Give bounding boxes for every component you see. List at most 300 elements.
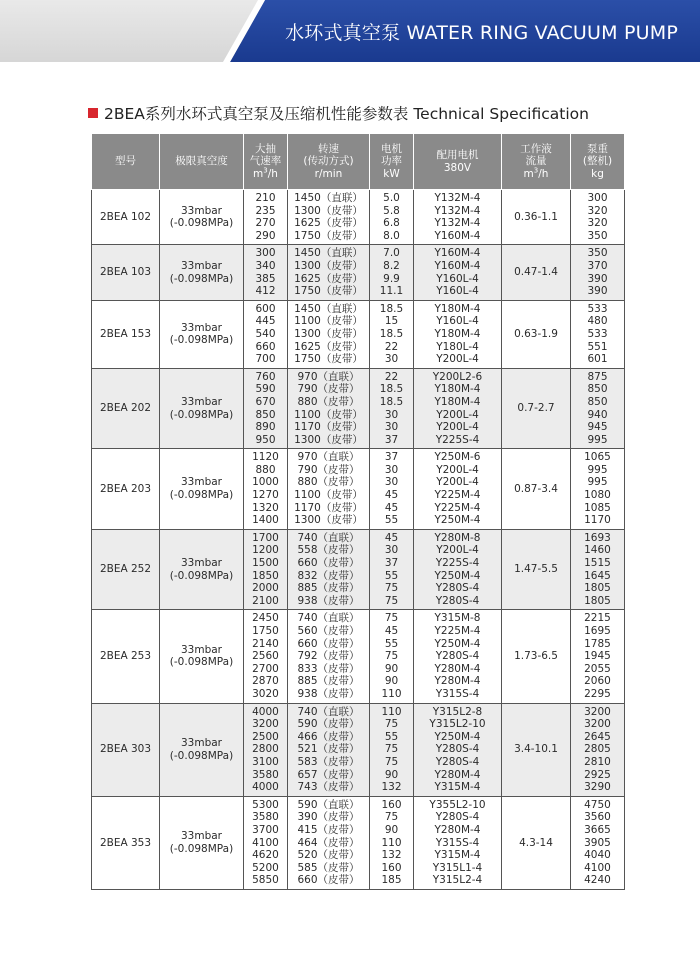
cell-speed-line: 560（皮带） [297,625,360,637]
cell-motor-line: Y225M-4 [434,489,481,502]
cell-weight-line: 1170 [584,514,611,527]
table-row [92,245,625,300]
cell-capacity-line: 385 [255,272,276,285]
cell-speed-line: 1170（皮带） [294,501,363,514]
cell-model: 2BEA 103 [92,245,160,300]
cell-speed-line: 558（皮带） [297,544,360,557]
cell-weight-line: 601 [587,353,608,366]
cell-capacity-line: 4000 [252,781,279,794]
cell-motor-line: Y250M-4 [434,637,481,650]
cell-capacity-line: 3580 [252,811,279,824]
cell-speed-line: 1750（皮带） [294,229,363,242]
cell-motor [414,300,502,368]
cell-vacuum-line: 33mbar [180,643,222,656]
cell-motor [414,796,502,889]
header-capacity: 大抽 气速率 $m^3/h$ [244,134,288,190]
cell-weight-line: 1785 [584,637,611,650]
cell-power-line: 8.2 [383,259,400,272]
cell-speed-line: 1300（皮带） [294,514,363,527]
cell-weight-line: 1065 [584,451,611,464]
cell-motor-line: Y280M-4 [434,823,481,836]
red-square-bullet-icon [88,108,98,118]
cell-speed-line: 660（皮带） [297,637,360,650]
cell-speed-line: 970（直联） [297,370,360,383]
cell-motor-line: Y280M-4 [434,768,481,781]
cell-weight-line: 995 [587,476,608,489]
cell-weight-line: 2925 [584,768,611,781]
cell-capacity-line: 2000 [252,582,279,595]
cell-vacuum [160,703,244,796]
cell-model: 2BEA 102 [92,190,160,245]
cell-capacity-line: 4000 [252,705,279,718]
cell-capacity-line: 235 [255,204,276,217]
cell-power-line: 132 [381,781,402,794]
cell-speed-line: 970（直联） [297,451,360,464]
cell-speed-line: 790（皮带） [297,463,360,476]
cell-motor-line: Y180L-4 [436,340,479,353]
banner-title: 水环式真空泵 WATER RING VACUUM PUMP [285,22,678,44]
cell-motor-line: Y280M-8 [434,531,481,544]
cell-weight [571,245,625,300]
cell-weight-line: 480 [587,315,608,328]
cell-capacity-line: 600 [255,302,276,315]
cell-vacuum [160,190,244,245]
cell-power-line: 110 [381,836,402,849]
cell-speed-line: 415（皮带） [297,823,360,836]
cell-motor-line: Y250M-4 [434,569,481,582]
cell-power-line: 37 [384,433,399,446]
cell-vacuum [160,368,244,449]
cell-flow: 0.36-1.1 [502,190,571,245]
cell-vacuum-line: (-0.098MPa) [169,749,234,762]
cell-power-line: 110 [381,687,402,700]
cell-motor-line: Y250M-4 [434,730,481,743]
table-row [92,529,625,610]
cell-motor-line: Y200L-4 [436,544,479,557]
cell-capacity [244,449,288,530]
cell-speed-line: 790（皮带） [297,383,360,396]
cell-capacity [244,368,288,449]
cell-weight-line: 1695 [584,625,611,637]
table-row [92,796,625,889]
cell-speed-line: 1100（皮带） [294,408,363,421]
cell-capacity-line: 270 [255,217,276,230]
cell-power-line: 6.8 [383,217,400,230]
cell-model: 2BEA 203 [92,449,160,530]
cell-power-line: 30 [384,421,399,434]
cell-motor-line: Y160M-4 [434,229,481,242]
cell-speed-line: 657（皮带） [297,768,360,781]
cell-capacity-line: 670 [255,395,276,408]
cell-weight-line: 3560 [584,811,611,824]
cell-capacity-line: 290 [255,229,276,242]
cell-weight-line: 2810 [584,755,611,768]
cell-motor-line: Y280S-4 [435,594,480,607]
cell-motor-line: Y280S-4 [435,811,480,824]
table-row [92,300,625,368]
cell-motor [414,529,502,610]
cell-vacuum-line: (-0.098MPa) [169,569,234,582]
cell-vacuum [160,610,244,703]
cell-speed-line: 740（直联） [297,612,360,625]
cell-speed-line: 740（直联） [297,531,360,544]
cell-power-line: 37 [384,451,399,464]
cell-capacity-line: 3020 [252,687,279,700]
cell-power [370,368,414,449]
cell-capacity-line: 5850 [252,874,279,887]
cell-speed-line: 1300（皮带） [294,259,363,272]
cell-weight-line: 370 [587,259,608,272]
cell-speed-line: 1750（皮带） [294,353,363,366]
header-weight: 泵重 (整机) kg [571,134,625,190]
cell-power-line: 9.9 [383,272,400,285]
cell-power-line: 75 [384,612,399,625]
cell-motor-line: Y280S-4 [435,650,480,663]
cell-power [370,449,414,530]
table-row [92,449,625,530]
cell-power-line: 160 [381,861,402,874]
cell-power-line: 30 [384,544,399,557]
cell-speed-line: 390（皮带） [297,811,360,824]
cell-motor [414,703,502,796]
cell-weight-line: 2805 [584,743,611,756]
cell-motor [414,449,502,530]
cell-power-line: 18.5 [379,327,404,340]
cell-capacity-line: 2450 [252,612,279,625]
cell-capacity-line: 1700 [252,531,279,544]
cell-power-line: 185 [381,874,402,887]
cell-power-line: 55 [384,637,399,650]
cell-weight-line: 1945 [584,650,611,663]
cell-motor-line: Y225M-4 [434,625,481,637]
cell-speed [288,190,370,245]
cell-motor-line: Y250M-6 [434,451,481,464]
cell-power-line: 30 [384,476,399,489]
cell-speed-line: 590（皮带） [297,718,360,731]
cell-power-line: 45 [384,625,399,637]
cell-capacity-line: 340 [255,259,276,272]
cell-speed-line: 1300（皮带） [294,204,363,217]
spec-table [91,133,625,890]
cell-motor-line: Y315M-4 [434,781,481,794]
cell-motor-line: Y225M-4 [434,501,481,514]
cell-vacuum-line: 33mbar [180,737,222,750]
cell-speed [288,610,370,703]
cell-power-line: 22 [384,370,399,383]
cell-capacity-line: 412 [255,285,276,298]
cell-motor-line: Y315S-4 [435,836,480,849]
cell-flow: 1.73-6.5 [502,610,571,703]
cell-vacuum-line: (-0.098MPa) [169,656,234,669]
cell-motor-line: Y200L-4 [436,408,479,421]
cell-weight-line: 1805 [584,594,611,607]
cell-motor-line: Y160M-4 [434,247,481,260]
cell-vacuum-line: 33mbar [180,259,222,272]
cell-model: 2BEA 252 [92,529,160,610]
cell-flow: 0.7-2.7 [502,368,571,449]
cell-speed-line: 466（皮带） [297,730,360,743]
cell-power-line: 55 [384,730,399,743]
cell-capacity-line: 1400 [252,514,279,527]
cell-speed-line: 1100（皮带） [294,315,363,328]
cell-speed [288,529,370,610]
cell-capacity-line: 540 [255,327,276,340]
cell-weight-line: 4240 [584,874,611,887]
cell-motor-line: Y280S-4 [435,582,480,595]
cell-weight-line: 320 [587,204,608,217]
cell-motor-line: Y280M-4 [434,662,481,675]
cell-speed-line: 1300（皮带） [294,433,363,446]
cell-weight-line: 300 [587,192,608,204]
cell-weight-line: 1645 [584,569,611,582]
cell-weight-line: 1693 [584,531,611,544]
cell-weight-line: 4100 [584,861,611,874]
cell-capacity-line: 445 [255,315,276,328]
header-speed: 转速 (传动方式) r/min [288,134,370,190]
cell-speed-line: 885（皮带） [297,582,360,595]
cell-capacity-line: 1320 [252,501,279,514]
cell-power [370,245,414,300]
cell-capacity-line: 2870 [252,675,279,688]
cell-capacity-line: 210 [255,192,276,204]
cell-power-line: 5.0 [383,192,400,204]
cell-model: 2BEA 253 [92,610,160,703]
cell-capacity-line: 850 [255,408,276,421]
cell-weight-line: 3200 [584,718,611,731]
cell-power-line: 45 [384,531,399,544]
cell-speed-line: 885（皮带） [297,675,360,688]
cell-speed-line: 938（皮带） [297,687,360,700]
cell-weight-line: 875 [587,370,608,383]
cell-weight-line: 2645 [584,730,611,743]
cell-capacity [244,190,288,245]
cell-model: 2BEA 353 [92,796,160,889]
cell-speed-line: 521（皮带） [297,743,360,756]
cell-power-line: 8.0 [383,229,400,242]
cell-speed-line: 833（皮带） [297,662,360,675]
cell-power-line: 90 [384,675,399,688]
header-model: 型号 [92,134,160,190]
cell-power-line: 30 [384,353,399,366]
cell-capacity-line: 3200 [252,718,279,731]
cell-power-line: 90 [384,662,399,675]
cell-speed-line: 832（皮带） [297,569,360,582]
cell-motor-line: Y355L2-10 [429,798,486,811]
cell-power-line: 30 [384,408,399,421]
cell-motor-line: Y160M-4 [434,259,481,272]
cell-capacity [244,610,288,703]
header-power: 电机 功率 kW [370,134,414,190]
cell-vacuum [160,796,244,889]
cell-flow: 3.4-10.1 [502,703,571,796]
cell-power-line: 18.5 [379,395,404,408]
cell-motor-line: Y180M-4 [434,327,481,340]
cell-speed-line: 938（皮带） [297,594,360,607]
cell-weight-line: 4750 [584,798,611,811]
cell-power-line: 110 [381,705,402,718]
cell-capacity-line: 2100 [252,594,279,607]
cell-capacity-line: 1000 [252,476,279,489]
cell-motor-line: Y200L2-6 [432,370,483,383]
cell-speed-line: 520（皮带） [297,849,360,862]
cell-capacity [244,245,288,300]
cell-weight-line: 551 [587,340,608,353]
cell-capacity [244,703,288,796]
cell-vacuum-line: (-0.098MPa) [169,334,234,347]
cell-vacuum-line: 33mbar [180,204,222,217]
cell-motor-line: Y315M-8 [434,612,481,625]
cell-power-line: 37 [384,557,399,570]
cell-speed [288,703,370,796]
cell-motor-line: Y200L-4 [436,476,479,489]
cell-capacity-line: 3700 [252,823,279,836]
cell-motor-line: Y180M-4 [434,383,481,396]
cell-vacuum-line: (-0.098MPa) [169,408,234,421]
cell-speed [288,300,370,368]
cell-speed [288,368,370,449]
cell-capacity [244,300,288,368]
cell-speed-line: 1450（直联） [294,302,363,315]
cell-motor-line: Y280S-4 [435,755,480,768]
cell-vacuum-line: 33mbar [180,395,222,408]
header-flow: 工作液 流量 $m^3/h$ [502,134,571,190]
cell-power-line: 90 [384,823,399,836]
cell-weight-line: 3200 [584,705,611,718]
cell-weight-line: 2215 [584,612,611,625]
cell-speed-line: 1450（直联） [294,247,363,260]
cell-capacity-line: 2140 [252,637,279,650]
cell-speed-line: 792（皮带） [297,650,360,663]
cell-motor-line: Y280S-4 [435,743,480,756]
cell-weight [571,449,625,530]
cell-power-line: 160 [381,798,402,811]
cell-weight [571,796,625,889]
cell-vacuum-line: 33mbar [180,830,222,843]
cell-power-line: 30 [384,463,399,476]
cell-weight-line: 945 [587,421,608,434]
cell-speed [288,449,370,530]
cell-capacity-line: 660 [255,340,276,353]
cell-capacity-line: 2700 [252,662,279,675]
cell-vacuum-line: (-0.098MPa) [169,842,234,855]
cell-vacuum [160,529,244,610]
cell-capacity-line: 950 [255,433,276,446]
cell-power-line: 75 [384,755,399,768]
cell-model: 2BEA 202 [92,368,160,449]
cell-weight [571,300,625,368]
cell-weight-line: 4040 [584,849,611,862]
cell-weight-line: 995 [587,463,608,476]
cell-motor-line: Y200L-4 [436,353,479,366]
cell-power-line: 75 [384,594,399,607]
cell-speed-line: 743（皮带） [297,781,360,794]
cell-vacuum [160,245,244,300]
cell-power-line: 15 [384,315,399,328]
cell-motor-line: Y315M-4 [434,849,481,862]
cell-power [370,610,414,703]
cell-power-line: 55 [384,514,399,527]
cell-speed-line: 464（皮带） [297,836,360,849]
cell-power-line: 7.0 [383,247,400,260]
cell-motor-line: Y160L-4 [436,272,479,285]
cell-speed-line: 660（皮带） [297,874,360,887]
cell-power-line: 75 [384,811,399,824]
cell-capacity-line: 1500 [252,557,279,570]
cell-power-line: 75 [384,718,399,731]
cell-speed-line: 880（皮带） [297,395,360,408]
table-row [92,368,625,449]
cell-weight-line: 940 [587,408,608,421]
cell-motor-line: Y180M-4 [434,395,481,408]
cell-motor-line: Y250M-4 [434,514,481,527]
cell-weight-line: 995 [587,433,608,446]
table-row [92,190,625,245]
cell-weight [571,368,625,449]
cell-motor-line: Y315S-4 [435,687,480,700]
cell-power-line: 11.1 [379,285,404,298]
header-row [92,134,625,190]
cell-motor-line: Y315L2-8 [432,705,483,718]
cell-weight-line: 2060 [584,675,611,688]
cell-speed-line: 880（皮带） [297,476,360,489]
cell-power [370,190,414,245]
header-banner [0,0,700,62]
cell-weight-line: 2295 [584,687,611,700]
cell-capacity-line: 1750 [252,625,279,637]
cell-power-line: 5.8 [383,204,400,217]
cell-weight-line: 2055 [584,662,611,675]
cell-power-line: 45 [384,501,399,514]
cell-capacity-line: 590 [255,383,276,396]
cell-capacity-line: 4620 [252,849,279,862]
cell-weight-line: 390 [587,272,608,285]
section-heading [88,101,589,125]
cell-weight-line: 1460 [584,544,611,557]
cell-motor-line: Y315L2-10 [429,718,486,731]
cell-weight [571,610,625,703]
cell-weight-line: 3290 [584,781,611,794]
cell-speed-line: 1750（皮带） [294,285,363,298]
cell-capacity-line: 890 [255,421,276,434]
cell-weight [571,190,625,245]
cell-weight-line: 1080 [584,489,611,502]
cell-motor [414,610,502,703]
cell-capacity-line: 3100 [252,755,279,768]
cell-flow: 0.63-1.9 [502,300,571,368]
cell-flow: 0.87-3.4 [502,449,571,530]
cell-capacity-line: 1120 [252,451,279,464]
cell-motor-line: Y280M-4 [434,675,481,688]
cell-vacuum [160,300,244,368]
cell-power [370,796,414,889]
cell-capacity-line: 760 [255,370,276,383]
cell-weight-line: 850 [587,383,608,396]
cell-vacuum-line: 33mbar [180,557,222,570]
table-row [92,610,625,703]
cell-motor-line: Y315L1-4 [432,861,483,874]
cell-capacity-line: 1270 [252,489,279,502]
cell-weight-line: 350 [587,229,608,242]
cell-vacuum-line: (-0.098MPa) [169,489,234,502]
cell-motor [414,245,502,300]
header-motor: 配用电机 380V [414,134,502,190]
cell-weight-line: 1805 [584,582,611,595]
cell-weight [571,703,625,796]
cell-model: 2BEA 153 [92,300,160,368]
cell-flow: 4.3-14 [502,796,571,889]
cell-motor-line: Y200L-4 [436,421,479,434]
cell-motor [414,368,502,449]
